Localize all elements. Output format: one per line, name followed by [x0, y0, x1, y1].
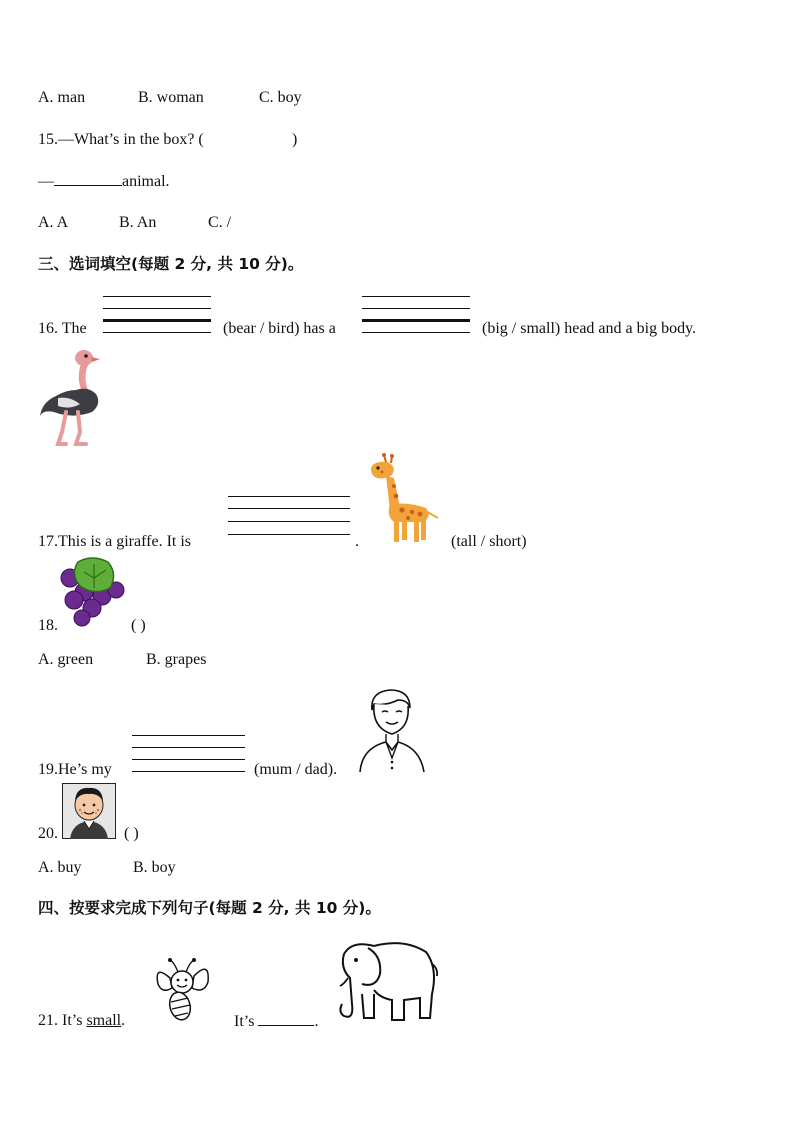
section4-title: 四、按要求完成下列句子(每题 2 分, 共 10 分)。: [38, 899, 381, 917]
q15-answer-line: [38, 171, 170, 192]
q15-answer-tail: animal.: [122, 173, 170, 190]
q18-paren[interactable]: ( ): [131, 617, 146, 634]
q15-prompt: 15.—What’s in the box? (: [38, 131, 204, 148]
q21-period: .: [121, 1012, 126, 1029]
q19-label: 19.He’s my: [38, 761, 112, 778]
q21-part2: It’s: [234, 1013, 255, 1030]
q14-option-b[interactable]: B. woman: [138, 89, 204, 106]
q16-label: 16. The: [38, 320, 87, 337]
ostrich-picture: [36, 346, 108, 450]
q17-period: .: [355, 533, 359, 550]
q21-period-2: .: [314, 1013, 319, 1030]
dad-picture: [358, 688, 426, 774]
q17-label: 17.This is a giraffe. It is: [38, 533, 192, 550]
q21-word: small: [86, 1012, 122, 1029]
q20-paren[interactable]: ( ): [124, 825, 139, 842]
giraffe-picture: [364, 452, 444, 546]
q20-option-a[interactable]: A. buy: [38, 859, 82, 876]
q21-blank[interactable]: [258, 1011, 314, 1026]
q15-blank[interactable]: [54, 171, 122, 186]
q15-option-b[interactable]: B. An: [119, 214, 157, 231]
q14-option-a[interactable]: A. man: [38, 89, 86, 106]
q16-choice-2: (big / small) head and a big body.: [482, 320, 697, 337]
grapes-picture: [58, 556, 126, 630]
bee-picture: [150, 954, 212, 1024]
boy-picture: [62, 783, 116, 839]
section3-title: 三、选词填空(每题 2 分, 共 10 分)。: [38, 255, 304, 273]
q19-choice: (mum / dad).: [254, 761, 338, 778]
q14-option-c[interactable]: C. boy: [259, 89, 302, 106]
q15-option-a[interactable]: A. A: [38, 214, 69, 231]
q16-choice-1: (bear / bird) has a: [223, 320, 336, 337]
q21-line-1: [38, 1011, 125, 1031]
q15-option-c[interactable]: C. /: [208, 214, 232, 231]
q18-option-b[interactable]: B. grapes: [146, 651, 207, 668]
q15-dash: —: [38, 173, 54, 190]
q21-label: 21. It’s: [38, 1012, 83, 1029]
q15-paren-close: ): [292, 131, 298, 148]
q21-line-2: [234, 1011, 318, 1032]
elephant-picture: [334, 934, 440, 1028]
q20-label: 20.: [38, 825, 58, 842]
q17-choice: (tall / short): [451, 533, 527, 550]
q18-option-a[interactable]: A. green: [38, 651, 94, 668]
q20-option-b[interactable]: B. boy: [133, 859, 176, 876]
q18-label: 18.: [38, 617, 58, 634]
